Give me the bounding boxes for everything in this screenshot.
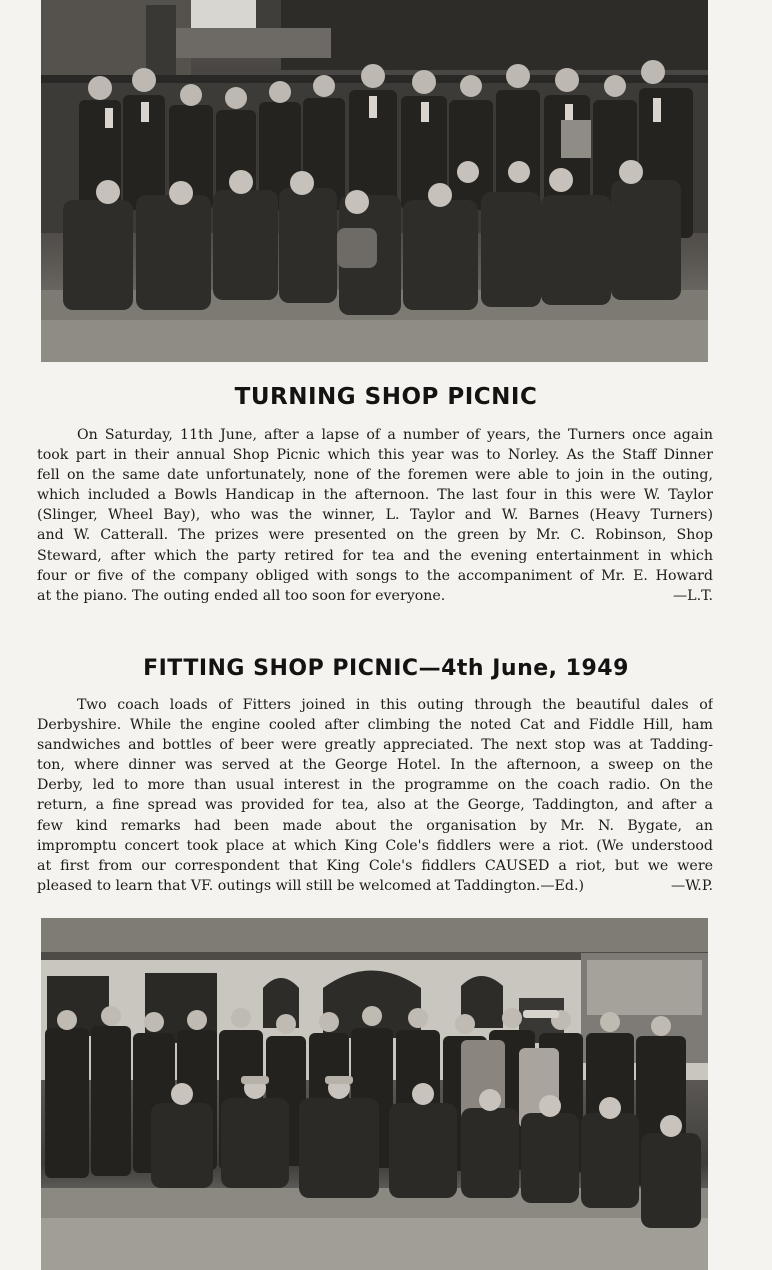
fitting-shop-article [37, 695, 713, 896]
author-signature: —W.P. [671, 877, 713, 894]
article-line: On Saturday, 11th June, after a lapse of a number of years, the Turners once again [77, 427, 713, 443]
article-line: Steward, after which the party retired for tea and the evening entertainment in which [37, 547, 713, 564]
article-line: at the piano. The outing ended all too soon for everyone. [37, 587, 446, 604]
article-line: four or five of the company obliged with songs to the accompaniment of Mr. E. Howard [37, 567, 713, 584]
turning-shop-photo-illustration [41, 0, 708, 362]
article-last-line [37, 876, 713, 896]
article-line: fell on the same date unfortunately, none of the foremen were able to join in the outing, [37, 467, 713, 484]
article-line: took part in their annual Shop Picnic which this year was to Norley. As the Staff Dinner [37, 447, 713, 464]
fitting-shop-heading: FITTING SHOP PICNIC—4th June, 1949 [143, 656, 629, 681]
author-signature: —L.T. [672, 587, 713, 604]
article-last-line [37, 586, 713, 606]
article-line: ton, where dinner was served at the George Hotel. In the afternoon, a sweep on the [37, 757, 713, 774]
article-line: few kind remarks had been made about the organisation by Mr. N. Bygate, an [37, 817, 713, 834]
fitting-shop-photo-illustration [41, 918, 708, 1270]
article-line: (Slinger, Wheel Bay), who was the winner, L. Taylor and W. Barnes (Heavy Turners) [37, 507, 713, 524]
article-line: and W. Catterall. The prizes were presented on the green by Mr. C. Robinson, Shop [37, 527, 713, 544]
article-line: Derbyshire. While the engine cooled after climbing the noted Cat and Fiddle Hill, ham [37, 717, 713, 734]
turning-shop-group-photo [41, 0, 708, 362]
article-line: return, a fine spread was provided for tea, also at the George, Taddington, and after a [37, 797, 713, 814]
article-line: at first from our correspondent that King Cole's fiddlers CAUSED a riot, but we were [37, 857, 713, 874]
article-line: Derby, led to more than usual interest in the programme on the coach radio. On the [37, 777, 713, 794]
article-line: Two coach loads of Fitters joined in this outing through the beautiful dales of [77, 697, 713, 713]
fitting-shop-group-photo [41, 918, 708, 1270]
turning-shop-article [37, 425, 713, 606]
article-line: which included a Bowls Handicap in the afternoon. The last four in this were W. Taylor [37, 487, 713, 504]
article-line: pleased to learn that VF. outings will still be welcomed at Taddington.—Ed.) [37, 877, 584, 894]
article-line: sandwiches and bottles of beer were greatly appreciated. The next stop was at Tadding- [37, 737, 713, 754]
article-line: impromptu concert took place at which King Cole's fiddlers were a riot. (We understood [37, 837, 713, 854]
turning-shop-heading: TURNING SHOP PICNIC [234, 384, 538, 410]
